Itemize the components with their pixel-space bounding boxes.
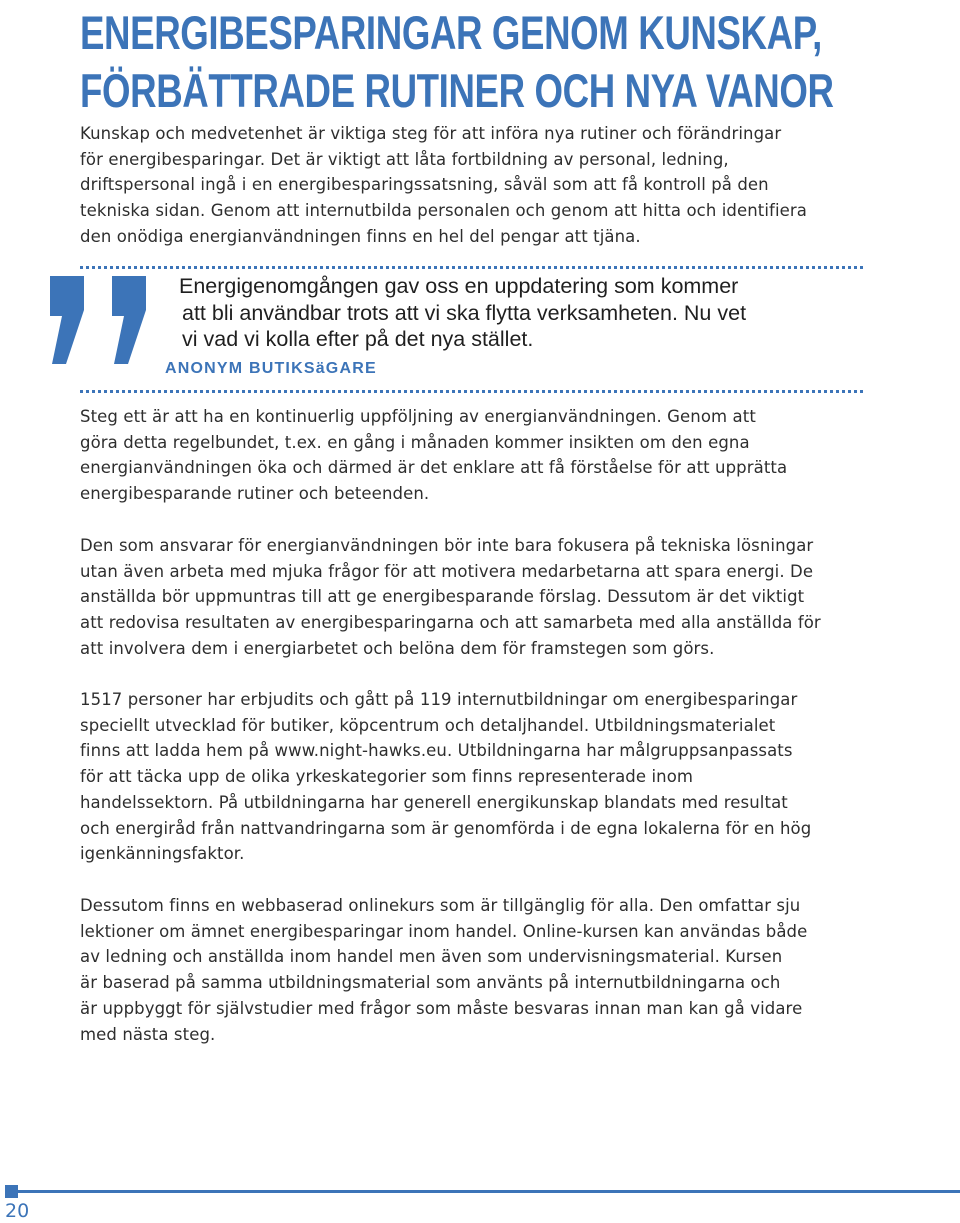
body-line: finns att ladda hem på www.night-hawks.eu. Utbildningarna har målgruppsanpassats bbox=[80, 741, 793, 761]
body-line: energibesparande rutiner och beteenden. bbox=[80, 484, 430, 504]
body-line: för att täcka upp de olika yrkeskategorier som finns representerade inom bbox=[80, 767, 694, 787]
intro-line: driftspersonal ingå i en energibesparingssatsning, såväl som att få kontroll på den bbox=[80, 175, 769, 195]
quote-line: Energigenomgången gav oss en uppdatering som kommer bbox=[179, 274, 739, 298]
body-line: Steg ett är att ha en kontinuerlig uppföljning av energianvändningen. Genom att bbox=[80, 407, 756, 426]
body-line: att involvera dem i energiarbetet och belöna dem för framstegen som görs. bbox=[80, 638, 715, 658]
body-line: med nästa steg. bbox=[80, 1024, 216, 1044]
quote-attribution: ANONYM BUTIKSäGARE bbox=[165, 360, 377, 377]
footer-marker bbox=[5, 1185, 18, 1198]
page-title-line-1: ENERGIBESPARINGAR GENOM KUNSKAP, bbox=[80, 6, 822, 59]
body-line: är uppbyggt för självstudier med frågor som måste besvaras innan man kan gå vidare bbox=[80, 998, 803, 1018]
quote-line: vi vad vi kolla efter på det nya stället. bbox=[182, 327, 534, 351]
body-line: Den som ansvarar för energianvändningen bör inte bara fokusera på tekniska lösningar bbox=[80, 536, 814, 555]
intro-line: Kunskap och medvetenhet är viktiga steg för att införa nya rutiner och förändringar bbox=[80, 124, 782, 143]
body-paragraph-3 bbox=[80, 687, 870, 867]
body-line: och energiråd från nattvandringarna som är genomförda i de egna lokalerna för en hög bbox=[80, 818, 812, 838]
intro-line: för energibesparingar. Det är viktigt att låta fortbildning av personal, ledning, bbox=[80, 149, 729, 169]
body-paragraph-2 bbox=[80, 533, 870, 662]
page-title bbox=[80, 4, 834, 120]
body-line: av ledning och anställda inom handel men även som undervisningsmaterial. Kursen bbox=[80, 947, 783, 967]
quote-line: att bli användbar trots att vi ska flytta verksamheten. Nu vet bbox=[182, 300, 747, 325]
intro-line: tekniska sidan. Genom att internutbilda personalen och genom att hitta och identifiera bbox=[80, 201, 807, 221]
body-line: att redovisa resultaten av energibesparingarna och att samarbeta med alla anställda för bbox=[80, 613, 821, 633]
body-line: energianvändningen öka och därmed är det enklare att få förståelse för att upprätta bbox=[80, 458, 788, 478]
body-line: igenkänningsfaktor. bbox=[80, 844, 245, 864]
intro-paragraph bbox=[80, 121, 870, 250]
pull-quote bbox=[179, 273, 822, 353]
body-paragraph-1 bbox=[80, 404, 870, 507]
body-line: speciellt utvecklad för butiker, köpcentrum och detaljhandel. Utbildningsmaterialet bbox=[80, 715, 776, 735]
quote-marks-icon bbox=[44, 276, 164, 376]
page-title-line-2: FÖRBÄTTRADE RUTINER OCH NYA VANOR bbox=[80, 64, 834, 117]
quote-divider-bottom bbox=[80, 390, 863, 393]
page-number: 20 bbox=[5, 1200, 30, 1222]
body-line: göra detta regelbundet, t.ex. en gång i månaden kommer insikten om den egna bbox=[80, 432, 750, 452]
footer-rule bbox=[18, 1190, 960, 1193]
quote-divider-top bbox=[80, 266, 863, 269]
body-line: utan även arbeta med mjuka frågor för att motivera medarbetarna att spara energi. De bbox=[80, 561, 814, 581]
body-line: är baserad på samma utbildningsmaterial som använts på internutbildningarna och bbox=[80, 973, 781, 993]
intro-line: den onödiga energianvändningen finns en hel del pengar att tjäna. bbox=[80, 226, 641, 246]
body-line: 1517 personer har erbjudits och gått på 119 internutbildningar om energibesparingar bbox=[80, 690, 798, 709]
body-line: Dessutom finns en webbaserad onlinekurs som är tillgänglig för alla. Den omfattar sju bbox=[80, 896, 801, 915]
body-paragraph-4 bbox=[80, 893, 870, 1047]
body-line: anställda bör uppmuntras till att ge energibesparande förslag. Dessutom är det viktigt bbox=[80, 587, 805, 607]
body-line: handelssektorn. På utbildningarna har generell energikunskap blandats med resultat bbox=[80, 792, 788, 812]
body-line: lektioner om ämnet energibesparingar inom handel. Online-kursen kan användas både bbox=[80, 921, 808, 941]
